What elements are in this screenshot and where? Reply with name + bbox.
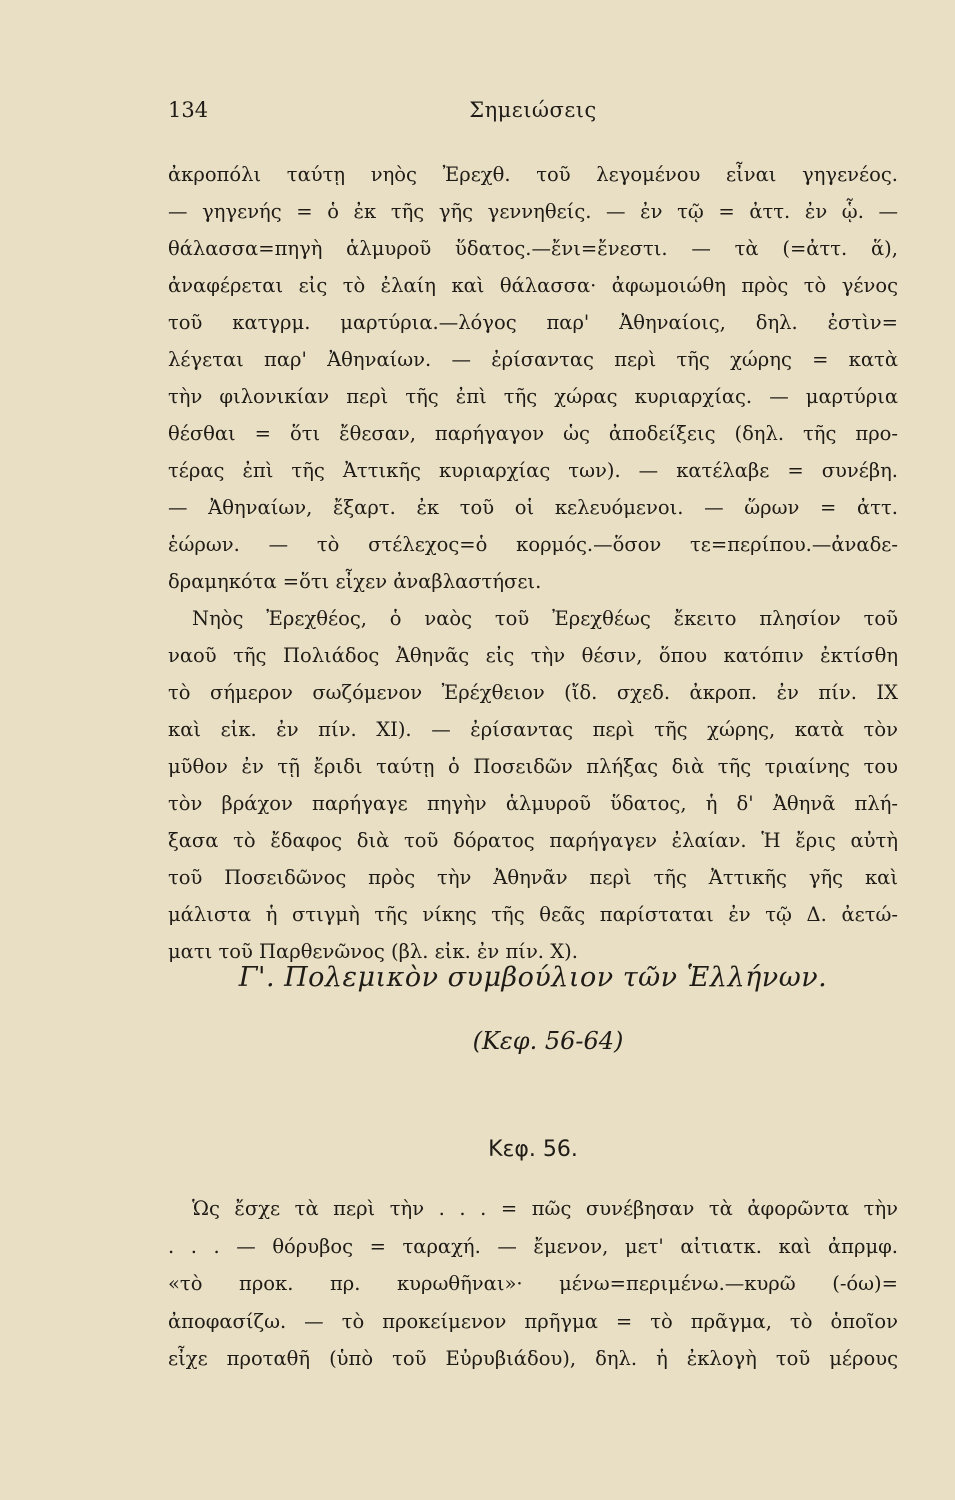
chapter-title: Κεφ. 56. — [488, 1137, 578, 1162]
text-line: δραμηκότα =ὅτι εἶχεν ἀναβλαστήσει. — [168, 570, 542, 593]
notes-text — [168, 156, 898, 970]
text-line: ἑώρων. — τὸ στέλεχος=ὁ κορμός.—ὅσον τε=περίπου.—ἀναδε- — [168, 533, 898, 556]
text-line: τὴν φιλονικίαν περὶ τῆς ἐπὶ τῆς χώρας κυριαρχίας. — μαρτύρια — [168, 385, 898, 408]
text-line: ματι τοῦ Παρθενῶνος (βλ. εἰκ. ἐν πίν. X). — [168, 940, 578, 963]
page-number: 134 — [168, 98, 209, 122]
chapter-range: (Κεφ. 56-64) — [472, 1027, 624, 1055]
text-line: θέσθαι = ὅτι ἔθεσαν, παρήγαγον ὡς ἀποδείξεις (δηλ. τῆς προ- — [168, 422, 898, 445]
text-line: ναοῦ τῆς Πολιάδος Ἀθηνᾶς εἰς τὴν θέσιν, ὅπου κατόπιν ἐκτίσθη — [168, 644, 898, 667]
text-line: Ὡς ἔσχε τὰ περὶ τὴν . . . = πῶς συνέβησαν τὰ ἀφορῶντα τὴν — [192, 1197, 898, 1220]
text-line: «τὸ προκ. πρ. κυρωθῆναι»· μένω=περιμένω.—κυρῶ (-όω)= — [168, 1272, 898, 1295]
text-line: τέρας ἐπὶ τῆς Ἀττικῆς κυριαρχίας των). — κατέλαβε = συνέβη. — [168, 459, 898, 482]
text-line: θάλασσα=πηγὴ ἁλμυροῦ ὕδατος.—ἔνι=ἔνεστι. — τὰ (=ἀττ. ἅ), — [168, 237, 898, 260]
text-line: τοῦ Ποσειδῶνος πρὸς τὴν Ἀθηνᾶν περὶ τῆς Ἀττικῆς γῆς καὶ — [168, 866, 898, 889]
running-head: Σημειώσεις — [469, 98, 597, 122]
page-header — [168, 98, 898, 138]
text-line: μάλιστα ἡ στιγμὴ τῆς νίκης τῆς θεᾶς παρίσταται ἐν τῷ Δ. ἀετώ- — [168, 903, 898, 926]
text-line: ἀποφασίζω. — τὸ προκείμενον πρῆγμα = τὸ πρᾶγμα, τὸ ὁποῖον — [168, 1309, 898, 1333]
text-line: ξασα τὸ ἔδαφος διὰ τοῦ δόρατος παρήγαγεν ἐλαίαν. Ἡ ἔρις αὐτὴ — [168, 829, 898, 852]
text-line: τὸ σήμερον σωζόμενον Ἐρέχθειον (ἴδ. σχεδ. ἀκροπ. ἐν πίν. IX — [168, 681, 898, 704]
text-line: ἀναφέρεται εἰς τὸ ἐλαίη καὶ θάλασσα· ἀφωμοιώθη πρὸς τὸ γένος — [168, 274, 898, 297]
text-line: — Ἀθηναίων, ἔξαρτ. ἐκ τοῦ οἱ κελευόμενοι. — ὥρων = ἀττ. — [168, 496, 898, 519]
section-heading: Γ'. Πολεμικὸν συμβούλιον τῶν Ἑλλήνων. — [238, 962, 828, 993]
text-line: καὶ εἰκ. ἐν πίν. XI). — ἐρίσαντας περὶ τῆς χώρης, κατὰ τὸν — [168, 718, 898, 741]
text-line: ἀκροπόλι ταύτῃ νηὸς Ἐρεχθ. τοῦ λεγομένου εἶναι γηγενέος. — [168, 163, 898, 186]
text-line: εἶχε προταθῆ (ὑπὸ τοῦ Εὐρυβιάδου), δηλ. ἡ ἐκλογὴ τοῦ μέρους — [168, 1347, 898, 1370]
text-line: τοῦ κατγρμ. μαρτύρια.—λόγος παρ' Ἀθηναίοις, δηλ. ἐστὶν= — [168, 311, 898, 334]
text-line: μῦθον ἐν τῇ ἔριδι ταύτῃ ὁ Ποσειδῶν πλήξας διὰ τῆς τριαίνης του — [168, 755, 898, 778]
text-line: λέγεται παρ' Ἀθηναίων. — ἐρίσαντας περὶ τῆς χώρης = κατὰ — [168, 348, 898, 371]
text-line: Νηὸς Ἐρεχθέος, ὁ ναὸς τοῦ Ἐρεχθέως ἔκειτο πλησίον τοῦ — [192, 607, 898, 630]
chapter-text — [168, 1190, 898, 1378]
text-line: τὸν βράχον παρήγαγε πηγὴν ἁλμυροῦ ὕδατος, ἡ δ' Ἀθηνᾶ πλή- — [168, 792, 898, 815]
text-line: — γηγενής = ὁ ἐκ τῆς γῆς γεννηθείς. — ἐν τῷ = ἀττ. ἐν ᾧ. — — [168, 200, 898, 223]
text-line: . . . — θόρυβος = ταραχή. — ἔμενον, μετ' αἰτιατκ. καὶ ἀπρμφ. — [168, 1234, 898, 1258]
